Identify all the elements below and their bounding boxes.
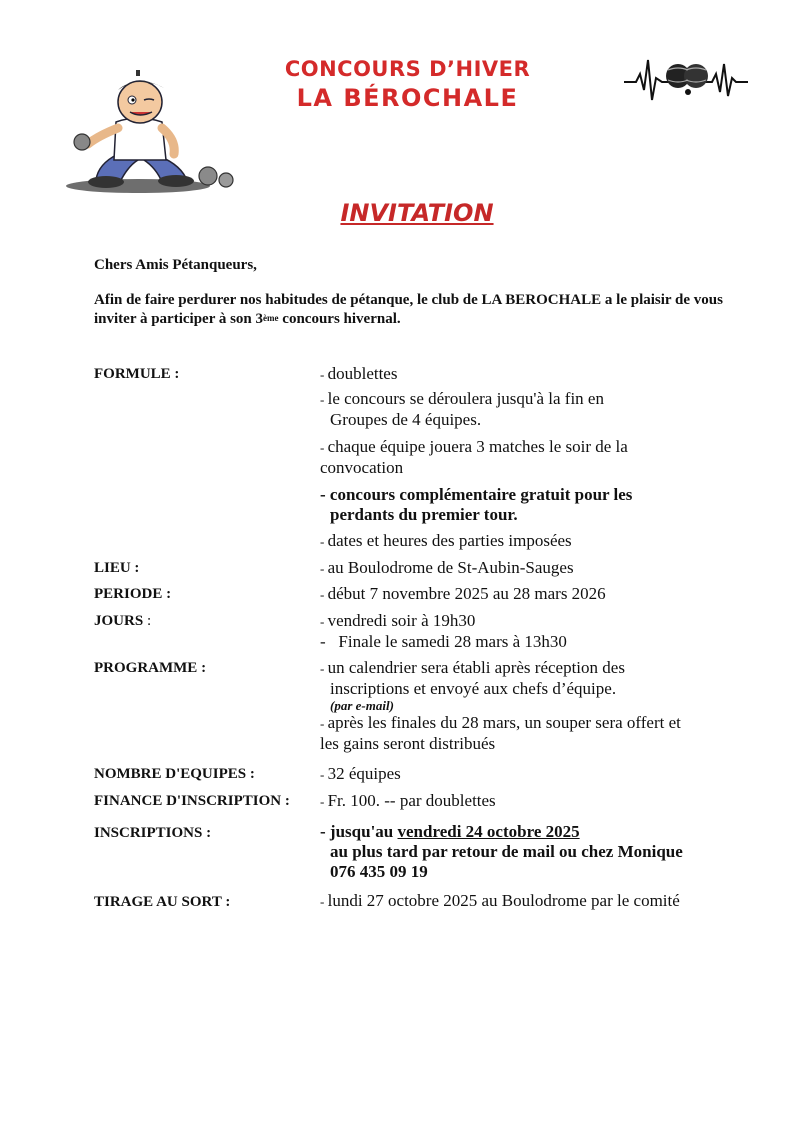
periode-value: - début 7 novembre 2025 au 28 mars 2026	[320, 584, 606, 603]
petanque-player-clipart	[58, 62, 248, 197]
invitation-heading: INVITATION	[340, 199, 494, 227]
greeting: Chers Amis Pétanqueurs,	[94, 257, 257, 273]
intro-paragraph	[94, 291, 740, 329]
intro-text-before: Afin de faire perdurer nos habitudes de pétanque, le club de LA BEROCHALE a le plaisir de vous inviter à participer à son 3	[94, 292, 723, 327]
formule-item-2: - le concours se déroulera jusqu'à la fin en Groupes de 4 équipes.	[320, 389, 604, 429]
formule-item-5: - dates et heures des parties imposées	[320, 531, 572, 550]
title-block	[250, 56, 565, 114]
lieu-label: LIEU :	[94, 560, 140, 576]
title-line-2: LA BÉROCHALE	[296, 84, 519, 112]
jours-value: - vendredi soir à 19h30 - Finale le samedi 28 mars à 13h30	[320, 611, 567, 651]
formule-item-4: - concours complémentaire gratuit pour les perdants du premier tour.	[320, 485, 633, 524]
intro-text-after: concours hivernal.	[278, 311, 401, 327]
inscriptions-label: INSCRIPTIONS :	[94, 825, 212, 841]
programme-value: - un calendrier sera établi après réception des inscriptions et envoyé aux chefs d’équipe. (par e-mail) - après les finales du 28 mars, un souper sera offert et les gains seront distribués	[320, 658, 681, 753]
lieu-value: - au Boulodrome de St-Aubin-Sauges	[320, 558, 574, 577]
intro-superscript: ème	[263, 313, 279, 323]
nombre-value: - 32 équipes	[320, 764, 401, 783]
inscriptions-deadline: vendredi 24 octobre 2025	[397, 822, 580, 841]
title-line-1: CONCOURS D’HIVER	[284, 57, 531, 81]
inscriptions-value: - jusqu'au vendredi 24 octobre 2025 au plus tard par retour de mail ou chez Monique 076 435 09 19	[320, 822, 740, 882]
tirage-label: TIRAGE AU SORT :	[94, 894, 231, 910]
periode-label: PERIODE :	[94, 586, 172, 602]
finance-label: FINANCE D'INSCRIPTION :	[94, 793, 290, 809]
finance-value: - Fr. 100. -- par doublettes	[320, 791, 496, 810]
inscriptions-phone: 076 435 09 19	[330, 862, 428, 881]
jours-label: JOURS :	[94, 613, 152, 629]
formule-label: FORMULE :	[94, 366, 180, 382]
tirage-value: - lundi 27 octobre 2025 au Boulodrome par le comité	[320, 891, 680, 910]
formule-item-3: - chaque équipe jouera 3 matches le soir de la convocation	[320, 437, 628, 477]
formule-item-1: - doublettes	[320, 364, 398, 383]
nombre-label: NOMBRE D'EQUIPES :	[94, 766, 255, 782]
programme-label: PROGRAMME :	[94, 660, 207, 676]
club-logo	[622, 40, 750, 120]
